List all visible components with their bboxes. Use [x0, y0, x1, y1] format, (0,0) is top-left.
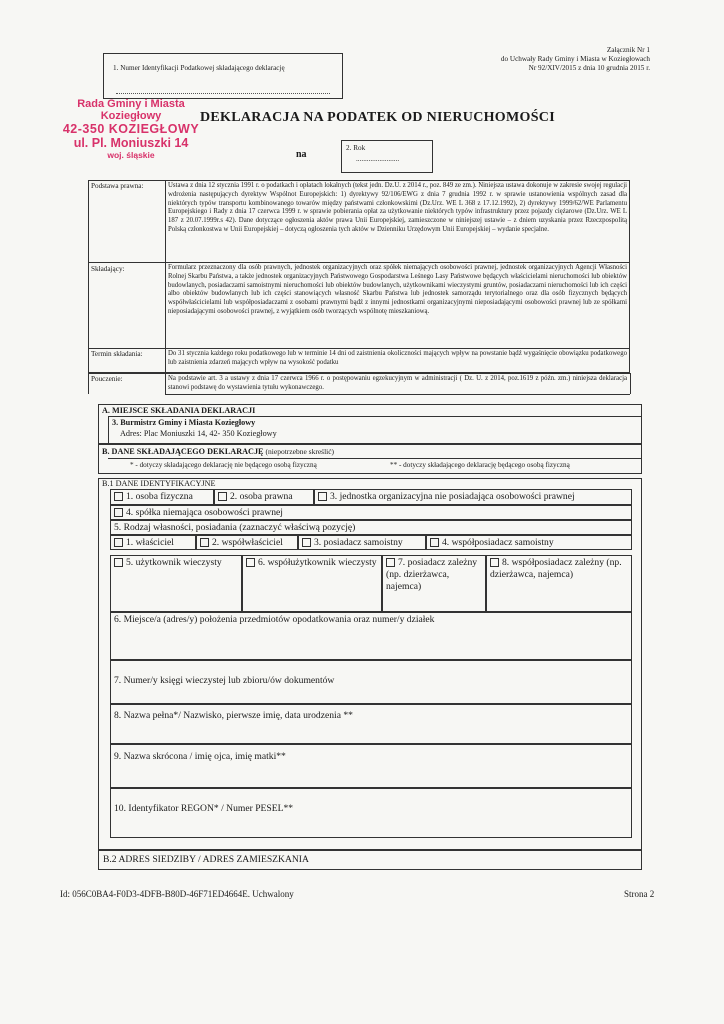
info-label-submitter: Składający:	[91, 265, 125, 273]
checkbox-icon	[114, 508, 123, 517]
checkbox-icon	[490, 558, 499, 567]
year-label: 2. Rok	[346, 144, 366, 152]
office-address: Adres: Plac Moniuszki 14, 42- 350 Koziegłowy	[120, 429, 277, 438]
document-id: Id: 056C0BA4-F0D3-4DFB-B80D-46F71ED4664E. Uchwalony	[60, 889, 294, 899]
checkbox-icon	[386, 558, 395, 567]
nip-box[interactable]	[103, 53, 343, 99]
checkbox-icon	[114, 558, 123, 567]
field-full-name-label: 8. Nazwa pełna*/ Nazwisko, pierwsze imię, data urodzenia **	[114, 710, 353, 721]
nip-label: 1. Numer Identyfikacji Podatkowej składającego deklarację	[113, 64, 285, 72]
section-a-title: A. MIEJSCE SKŁADANIA DEKLARACJI	[102, 406, 256, 415]
stamp-line-2: 42-350 KOZIEGŁOWY	[62, 122, 200, 136]
office-stamp	[60, 98, 202, 160]
type-natural-person-label: 1. osoba fizyczna	[126, 491, 193, 502]
field-regon-pesel-label: 10. Identyfikator REGON* / Numer PESEL**	[114, 803, 294, 814]
field-short-name-label: 9. Nazwa skrócona / imię ojca, imię matki**	[114, 751, 286, 762]
own-possessor[interactable]	[298, 535, 426, 550]
info-text-legal-basis: Ustawa z dnia 12 stycznia 1991 r. o podatkach i opłatach lokalnych (tekst jedn. Dz.U. z 2014 r., poz. 849 ze zm.). Niniejsza ustawa dokonuje w zakresie swojej regulacji wdrożenia następujących dyrektyw Wspólnot Europejskich: 1) dyrektywy 92/106/EWG z dnia 7 grudnia 1992 r. w sprawie ustanowienia wspólnych zasad dla niektórych typów transportu kombinowanego towarów między państwami członkowskimi (Dz.Urz. WE L 368 z 17.12.1992), 2) dyrektywy 1999/62/WE Parlamentu Europejskiego i Rady z dnia 17 czerwca 1999 r. w sprawie pobierania opłat za użytkowanie niektórych typów infrastruktury przez pojazdy ciężarowe (Dz.Urz. WE L 187 z 20.07.1999r.s 42). Dane dotyczące ogłoszenia aktów prawa Unii Europejskiej, zamieszczone w niniejszej ustawie – z dniem uzyskania przez Rzeczpospolitą Polską członkostwa w Unii Europejskiej – dotyczą ogłoszenia tych aktów w Dzienniku Urzędowym Unii Europejskiej – wydanie specjalne.	[168, 182, 627, 233]
type-organizational-unit-label: 3. jednostka organizacyjna nie posiadająca osobowości prawnej	[330, 491, 575, 502]
stamp-line-3: ul. Pl. Moniuszki 14	[73, 136, 189, 150]
checkbox-icon	[218, 492, 227, 501]
info-label-instruction: Pouczenie:	[91, 375, 123, 383]
annex-line-3: Nr 92/XIV/2015 z dnia 10 grudnia 2015 r.	[528, 64, 650, 72]
own-dependent-possessor-label: 7. posiadacz zależny (np. dzierżawca, najemca)	[386, 557, 478, 592]
info-text-submitter: Formularz przeznaczony dla osób prawnych, jednostek organizacyjnych oraz spółek niemających osobowości prawnej, jednostek organizacyjnych Agencji Własności Rolnej Skarbu Państwa, a także jednostek organizacyjnych Państwowego Gospodarstwa Leśnego Lasy Państwowe będących właścicielami nieruchomości lub obiektów budowlanych, posiadaczami samoistnymi nieruchomości lub obiektów budowlanych, użytkownikami wieczystymi gruntów, posiadaczami nieruchomości lub ich części albo obiektów budowlanych lub ich części stanowiących własność Skarbu Państwa lub jednostek samorządu terytorialnego oraz dla osób fizycznych będących współwłaścicielami lub współposiadaczami z osobami prawnymi bądź z innymi jednostkami organizacyjnymi nieposiadającymi osobowości prawnej lub ze spółkami nieposiadającymi osobowości prawnej, z wyjątkiem osób tworzących wspólnotę mieszkaniową.	[168, 264, 627, 315]
type-legal-person[interactable]	[214, 489, 314, 505]
field-land-register[interactable]	[110, 660, 632, 704]
info-text-instruction: Na podstawie art. 3 a ustawy z dnia 17 czerwca 1966 r. o postępowaniu egzekucyjnym w administracji ( Dz. U. z 2014, poz.1619 z późn. zm.) niniejsza deklaracja stanowi podstawę do wystawienia tytułu wykonawczego.	[168, 375, 627, 391]
checkbox-icon	[302, 538, 311, 547]
own-possessor-label: 3. posiadacz samoistny	[314, 537, 403, 548]
own-co-possessor[interactable]	[426, 535, 632, 550]
type-organizational-unit[interactable]	[314, 489, 632, 505]
office-name: 3. Burmistrz Gminy i Miasta Koziegłowy	[112, 418, 256, 427]
own-co-dependent-possessor-label: 8. współposiadacz zależny (np. dzierżawca, najemca)	[490, 557, 622, 580]
type-company[interactable]	[110, 505, 632, 520]
type-natural-person[interactable]	[110, 489, 214, 505]
section-b-heading	[102, 447, 334, 457]
section-b2-title: B.2 ADRES SIEDZIBY / ADRES ZAMIESZKANIA	[103, 854, 309, 865]
note-natural-person: ** - dotyczy składającego deklarację będącego osobą fizyczną	[390, 461, 570, 469]
checkbox-icon	[246, 558, 255, 567]
own-owner[interactable]	[110, 535, 196, 550]
note-legal-person: * - dotyczy składającego deklarację nie będącego osobą fizyczną	[130, 461, 317, 469]
type-company-label: 4. spółka niemająca osobowości prawnej	[126, 507, 283, 518]
section-b1-title: B.1 DANE IDENTYFIKACYJNE	[102, 479, 216, 488]
info-text-deadline: Do 31 stycznia każdego roku podatkowego lub w terminie 14 dni od zaistnienia okoliczności mających wpływ na powstanie bądź wygaśnięcie obowiązku podatkowego lub zaistnienia zdarzeń mających wpływ na wysokość podatku	[168, 350, 627, 366]
checkbox-icon	[114, 492, 123, 501]
annex-line-2: do Uchwały Rady Gminy i Miasta w Koziegłowach	[500, 55, 650, 63]
own-co-perpetual-user[interactable]	[242, 555, 382, 612]
own-co-possessor-label: 4. współposiadacz samoistny	[442, 537, 554, 548]
annex-line-1: Załącznik Nr 1	[606, 46, 650, 54]
checkbox-icon	[200, 538, 209, 547]
stamp-line-4: woj. śląskie	[107, 150, 155, 160]
checkbox-icon	[430, 538, 439, 547]
field-full-name[interactable]	[110, 704, 632, 744]
field-short-name[interactable]	[110, 744, 632, 788]
info-label-deadline: Termin składania:	[91, 350, 143, 358]
section-b-title-note: (niepotrzebne skreślić)	[265, 447, 335, 456]
year-dots: ........................	[356, 155, 400, 163]
field-regon-pesel[interactable]	[110, 788, 632, 838]
field-property-location-label: 6. Miejsce/a (adres/y) położenia przedmiotów opodatkowania oraz numer/y działek	[114, 614, 435, 625]
year-box[interactable]	[341, 140, 433, 173]
stamp-line-1: Rada Gminy i Miasta Koziegłowy	[77, 98, 185, 122]
own-co-dependent-possessor[interactable]	[486, 555, 632, 612]
own-co-perpetual-user-label: 6. współużytkownik wieczysty	[258, 557, 377, 568]
own-co-owner[interactable]	[196, 535, 298, 550]
checkbox-icon	[318, 492, 327, 501]
page-title: DEKLARACJA NA PODATEK OD NIERUCHOMOŚCI	[200, 110, 555, 125]
annex-note	[432, 46, 650, 73]
info-label-legal-basis: Podstawa prawna:	[91, 182, 144, 190]
section-b-title: B. DANE SKŁADAJĄCEGO DEKLARACJĘ	[102, 447, 264, 456]
own-perpetual-user-label: 5. użytkownik wieczysty	[126, 557, 222, 568]
title-na: na	[296, 149, 307, 160]
own-dependent-possessor[interactable]	[382, 555, 486, 612]
type-legal-person-label: 2. osoba prawna	[230, 491, 293, 502]
field-property-location[interactable]	[110, 612, 632, 660]
field-land-register-label: 7. Numer/y księgi wieczystej lub zbioru/ów dokumentów	[114, 675, 335, 686]
page-number: Strona 2	[624, 889, 655, 899]
own-perpetual-user[interactable]	[110, 555, 242, 612]
ownership-title: 5. Rodzaj własności, posiadania (zaznaczyć właściwą pozycję)	[110, 520, 632, 535]
own-owner-label: 1. właściciel	[126, 537, 174, 548]
own-co-owner-label: 2. współwłaściciel	[212, 537, 283, 548]
checkbox-icon	[114, 538, 123, 547]
nip-dots	[116, 93, 330, 94]
